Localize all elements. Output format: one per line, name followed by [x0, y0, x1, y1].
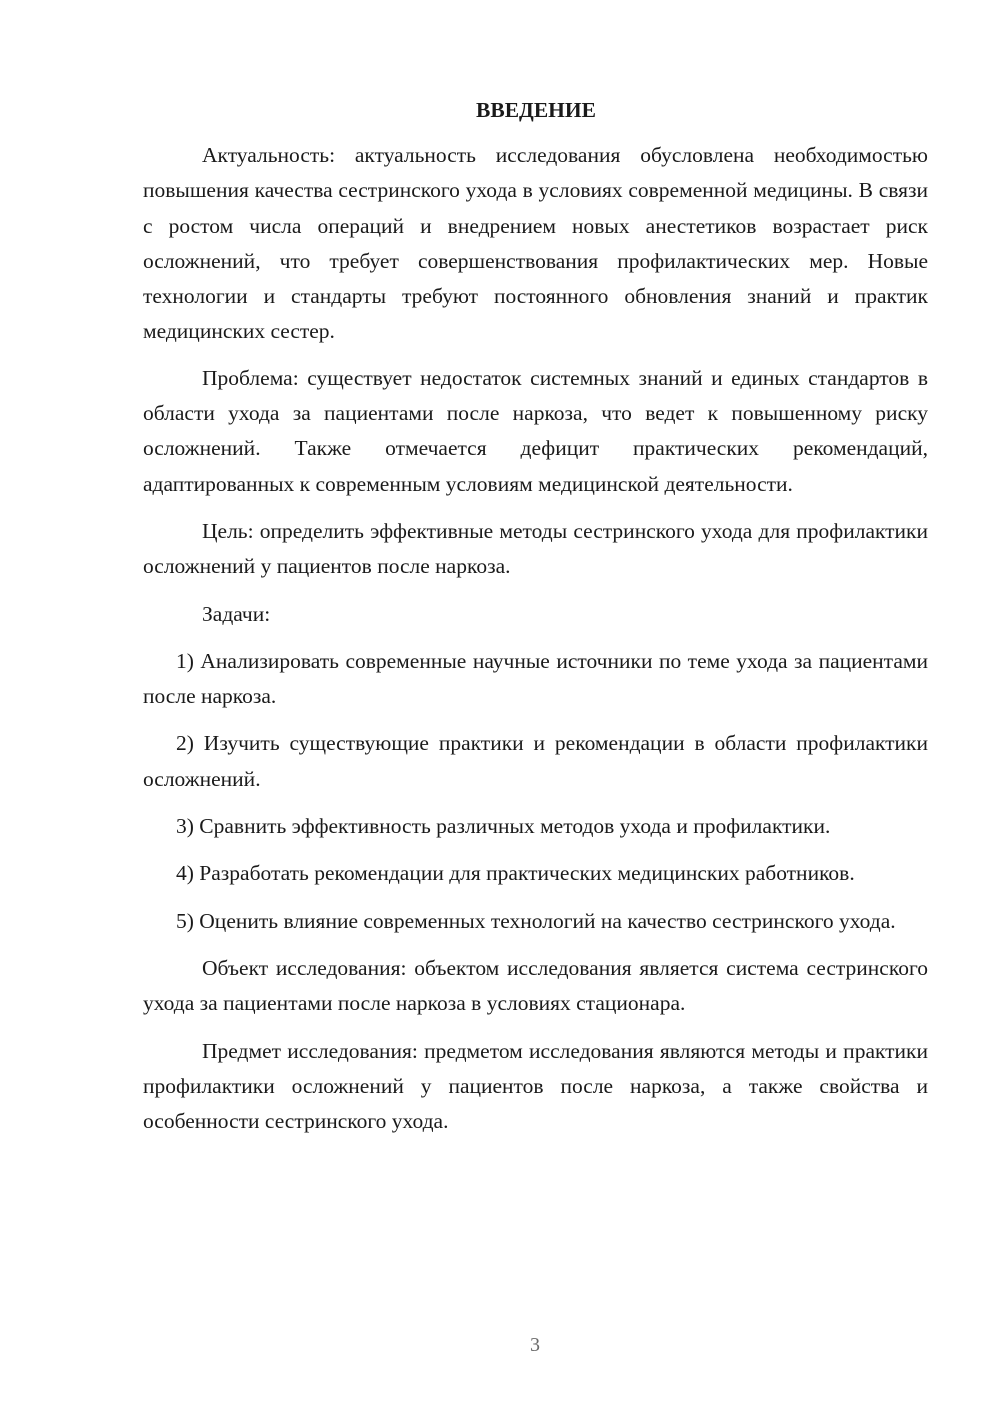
page-title: ВВЕДЕНИЕ — [476, 98, 596, 122]
paragraph-relevance: Актуальность: актуальность исследования обусловлена необходимостью повышения качества сестринского ухода в условиях современной медицины. В связи с ростом числа операций и внедрением новых анестетиков возрастает риск осложнений, что требует совершенствования профилактических мер. Новые технологии и стандарты требуют постоянного обновления знаний и практик медицинских сестер. — [143, 143, 928, 344]
list-item: 4) Разработать рекомендации для практических медицинских работников. — [176, 861, 855, 886]
paragraph-object: Объект исследования: объектом исследования является система сестринского ухода за пациентами после наркоза в условиях стационара. — [143, 955, 928, 1016]
task-list — [143, 644, 928, 939]
paragraph-goal: Цель: определить эффективные методы сестринского ухода для профилактики осложнений у пациентов после наркоза. — [143, 518, 928, 579]
paragraph-problem: Проблема: существует недостаток системных знаний и единых стандартов в области ухода за пациентами после наркоза, что ведет к повышенному риску осложнений. Также отмечается дефицит практических рекомендаций, адаптированных к современным условиям медицинской деятельности. — [143, 365, 928, 496]
list-item: 3) Сравнить эффективность различных методов ухода и профилактики. — [176, 814, 831, 839]
list-item: 2) Изучить существующие практики и рекомендации в области профилактики осложнений. — [143, 731, 928, 791]
page-number: 3 — [530, 1334, 540, 1356]
list-item: 1) Анализировать современные научные источники по теме ухода за пациентами после наркоза. — [143, 648, 928, 709]
list-item: 5) Оценить влияние современных технологий на качество сестринского ухода. — [176, 908, 896, 933]
document-body — [143, 93, 928, 1139]
paragraph-subject: Предмет исследования: предметом исследования являются методы и практики профилактики осложнений у пациентов после наркоза, а также свойства и особенности сестринского ухода. — [143, 1038, 928, 1134]
tasks-heading: Задачи: — [202, 601, 271, 626]
